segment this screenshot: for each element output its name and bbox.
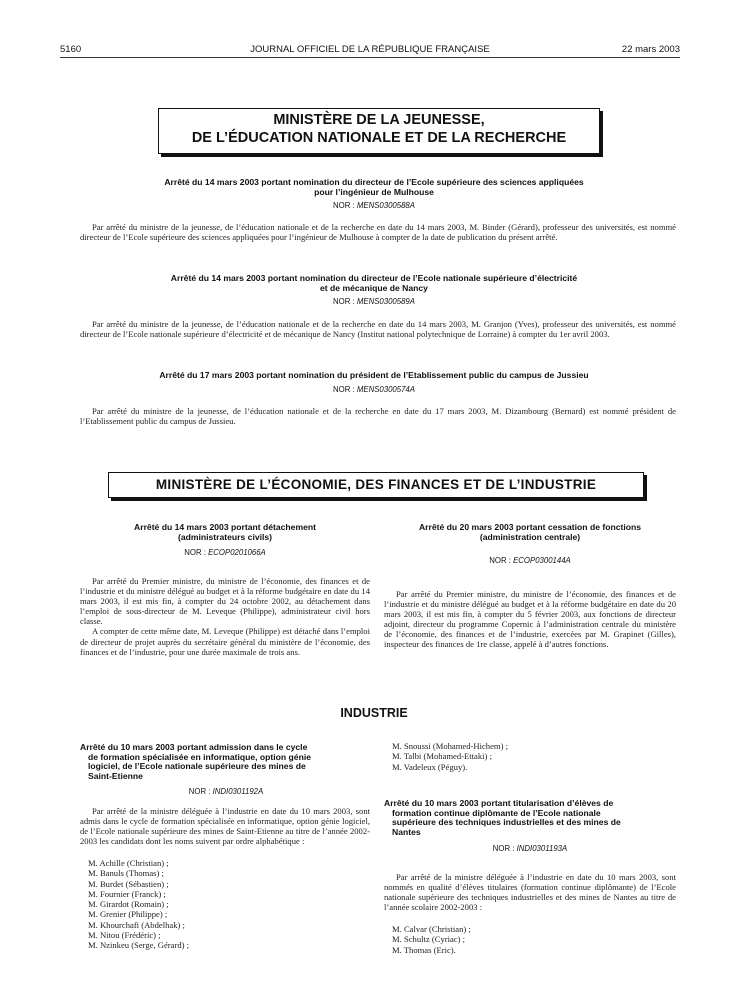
arrete-title-line: Arrêté du 10 mars 2003 portant admission dans le cycle <box>80 742 308 752</box>
arrete-title-line: Arrêté du 14 mars 2003 portant nomination du directeur de l’Ecole nationale supérieure d’électricité <box>170 273 578 283</box>
arrete-paragraph: Par arrêté du ministre de la jeunesse, de l’éducation nationale et de la recherche en date du 17 mars 2003, M. Dizambourg (Bernard) est nommé président de l’Etablissement public du campus de Jussieu. <box>80 406 676 427</box>
arrete-body <box>80 406 676 426</box>
arrete-title <box>60 273 688 293</box>
arrete-body <box>80 806 370 846</box>
nor-label: NOR : <box>492 844 515 853</box>
running-header <box>60 44 680 58</box>
ministry-heading-education <box>158 108 600 154</box>
list-item: M. Vadeleux (Péguy). <box>392 761 468 772</box>
nor-code: ECOP0201066A <box>208 548 266 557</box>
arrete-title-line: Nantes <box>392 826 421 837</box>
nor-label: NOR : <box>489 556 511 565</box>
arrete-paragraph: Par arrêté de la ministre déléguée à l’industrie en date du 10 mars 2003, sont nommés en qualité d’élèves titulaires (formation continue diplômante) de l’Ecole nationale supérieure des techniques industrielles et des mines de Nantes au titre de l’année scolaire 2002-2003 : <box>384 872 676 913</box>
section-title: INDUSTRIE <box>340 706 408 720</box>
names-list <box>392 741 508 772</box>
arrete-title-line: (administration centrale) <box>479 532 581 542</box>
list-item: M. Banuls (Thomas) ; <box>88 868 164 879</box>
nor-reference <box>80 548 370 557</box>
arrete-title-line: supérieure des techniques industrielles et des mines de <box>392 817 621 828</box>
arrete-title <box>80 522 370 542</box>
nor-reference <box>80 787 372 796</box>
arrete-paragraph: A compter de cette même date, M. Leveque (Philippe) est détaché dans l’emploi de directeur de projet auprès du secrétaire général du ministère de l’économie, des finances et de l’industrie, pour une durée maximale de trois ans. <box>80 626 370 657</box>
arrete-title <box>384 522 676 542</box>
nor-code: MENS0300588A <box>356 201 415 210</box>
ministry-line-1: MINISTÈRE DE LA JEUNESSE, <box>273 112 485 128</box>
arrete-title-line: et de mécanique de Nancy <box>320 283 428 293</box>
arrete-title-line: Saint-Etienne <box>88 770 143 781</box>
arrete-title-line: (administrateurs civils) <box>177 532 273 542</box>
names-list <box>88 858 189 951</box>
nor-label: NOR : <box>333 297 355 306</box>
arrete-paragraph: Par arrêté du ministre de la jeunesse, de l’éducation nationale et de la recherche en date du 14 mars 2003, M. Granjon (Yves), professeur des universités, est nommé directeur de l’Ecole nationale supérieure d’électricité et de mécanique de Nancy (Institut national polytechnique de Lorraine) à compter du 1er avril 2003. <box>80 319 676 340</box>
list-item: M. Khourchafi (Abdelhak) ; <box>88 919 185 930</box>
nor-reference <box>384 844 676 853</box>
list-item: M. Snoussi (Mohamed-Hichem) ; <box>392 741 509 751</box>
nor-code: INDI0301192A <box>212 787 264 796</box>
ministry-heading-economy <box>108 472 644 498</box>
arrete-title <box>80 743 372 781</box>
issue-date: 22 mars 2003 <box>621 44 680 55</box>
journal-title: JOURNAL OFFICIEL DE LA RÉPUBLIQUE FRANÇAISE <box>250 44 490 55</box>
list-item: M. Talbi (Mohamed-Ettaki) ; <box>392 751 492 762</box>
arrete-title-line: logiciel, de l’Ecole nationale supérieure des mines de <box>88 761 306 772</box>
nor-reference <box>60 201 688 210</box>
arrete-title-line: Arrêté du 14 mars 2003 portant détachement <box>134 522 316 532</box>
arrete-body <box>80 576 370 657</box>
nor-code: ECOP0300144A <box>513 556 571 565</box>
list-item: M. Nzinkeu (Serge, Gérard) ; <box>88 940 190 951</box>
arrete-title-line: formation continue diplômante de l’Ecole nationale <box>392 807 601 818</box>
nor-code: MENS0300589A <box>356 297 415 306</box>
arrete-title-line: de formation spécialisée en informatique, option génie <box>88 751 311 762</box>
page-number: 5160 <box>60 44 82 55</box>
arrete-body <box>384 589 676 650</box>
arrete-title-line: Arrêté du 17 mars 2003 portant nomination du président de l’Etablissement public du campus de Jussieu <box>159 370 589 380</box>
list-item: M. Burdet (Sébastien) ; <box>88 878 169 889</box>
nor-label: NOR : <box>333 201 355 210</box>
arrete-title <box>60 370 688 380</box>
list-item: M. Schultz (Cyriac) ; <box>392 934 466 945</box>
arrete-title-line: Arrêté du 20 mars 2003 portant cessation de fonctions <box>418 522 642 532</box>
arrete-body <box>80 222 676 242</box>
arrete-title <box>60 177 688 197</box>
list-item: M. Nitou (Frédéric) ; <box>88 930 161 941</box>
nor-label: NOR : <box>333 385 355 394</box>
list-item: M. Thomas (Eric). <box>392 944 456 955</box>
arrete-paragraph: Par arrêté du ministre de la jeunesse, de l’éducation nationale et de la recherche en date du 14 mars 2003, M. Binder (Gérard), professeur des universités, est nommé directeur de l’Ecole supérieure des sciences appliquées pour l’ingénieur de Mulhouse à compter de la date de publication du présent arrêté. <box>80 222 676 243</box>
arrete-title <box>384 799 676 837</box>
ministry-line-2: DE L’ÉDUCATION NATIONALE ET DE LA RECHERCHE <box>191 130 567 146</box>
list-item: M. Girardot (Romain) ; <box>88 899 169 910</box>
arrete-body <box>80 319 676 339</box>
names-list <box>392 924 471 955</box>
list-item: M. Achille (Christian) ; <box>88 858 169 868</box>
arrete-title-line: Arrêté du 14 mars 2003 portant nomination du directeur de l’Ecole supérieure des sciences appliquées <box>164 177 584 187</box>
nor-reference <box>60 385 688 394</box>
ministry-line-1: MINISTÈRE DE L’ÉCONOMIE, DES FINANCES ET DE L’INDUSTRIE <box>155 477 597 492</box>
list-item: M. Grenier (Philippe) ; <box>88 909 168 920</box>
nor-label: NOR : <box>184 548 206 557</box>
nor-reference <box>60 297 688 306</box>
arrete-title-line: Arrêté du 10 mars 2003 portant titularisation d’élèves de <box>384 798 614 808</box>
header-rule <box>60 57 680 58</box>
nor-label: NOR : <box>188 787 211 796</box>
arrete-paragraph: Par arrêté de la ministre déléguée à l’industrie en date du 10 mars 2003, sont admis dans le cycle de formation spécialisée en informatique, option génie logiciel, de l’Ecole nationale supérieure des mines de Saint-Etienne au titre de l’année 2002-2003 les candidats dont les noms suivent par ordre alphabétique : <box>80 806 370 847</box>
list-item: M. Calvar (Christian) ; <box>392 924 471 934</box>
nor-reference <box>384 556 676 565</box>
list-item: M. Fournier (Franck) ; <box>88 888 166 899</box>
nor-code: INDI0301193A <box>516 844 568 853</box>
arrete-paragraph: Par arrêté du Premier ministre, du ministre de l’économie, des finances et de l’industrie et du ministre délégué au budget et à la réforme budgétaire en date du 14 mars 2003, il est mis fin, à compter du 24 octobre 2002, au détachement dans l’emploi de sous-directeur de M. Leveque (Philippe), administrateur civil hors classe. <box>80 576 370 627</box>
arrete-body <box>384 872 676 912</box>
arrete-paragraph: Par arrêté du Premier ministre, du ministre de l’économie, des finances et de l’industrie et du ministre délégué au budget et à la réforme budgétaire en date du 20 mars 2003, il est mis fin, à compter du 5 février 2003, aux fonctions de directeur adjoint, directeur du programme Copernic à l’administration centrale du ministère de l’économie, des finances et de l’industrie, exercées par M. Grapinet (Gilles), inspecteur des finances de 1re classe, appelé à d’autres fonctions. <box>384 589 676 650</box>
arrete-title-line: pour l’ingénieur de Mulhouse <box>314 187 434 197</box>
nor-code: MENS0300574A <box>356 385 415 394</box>
